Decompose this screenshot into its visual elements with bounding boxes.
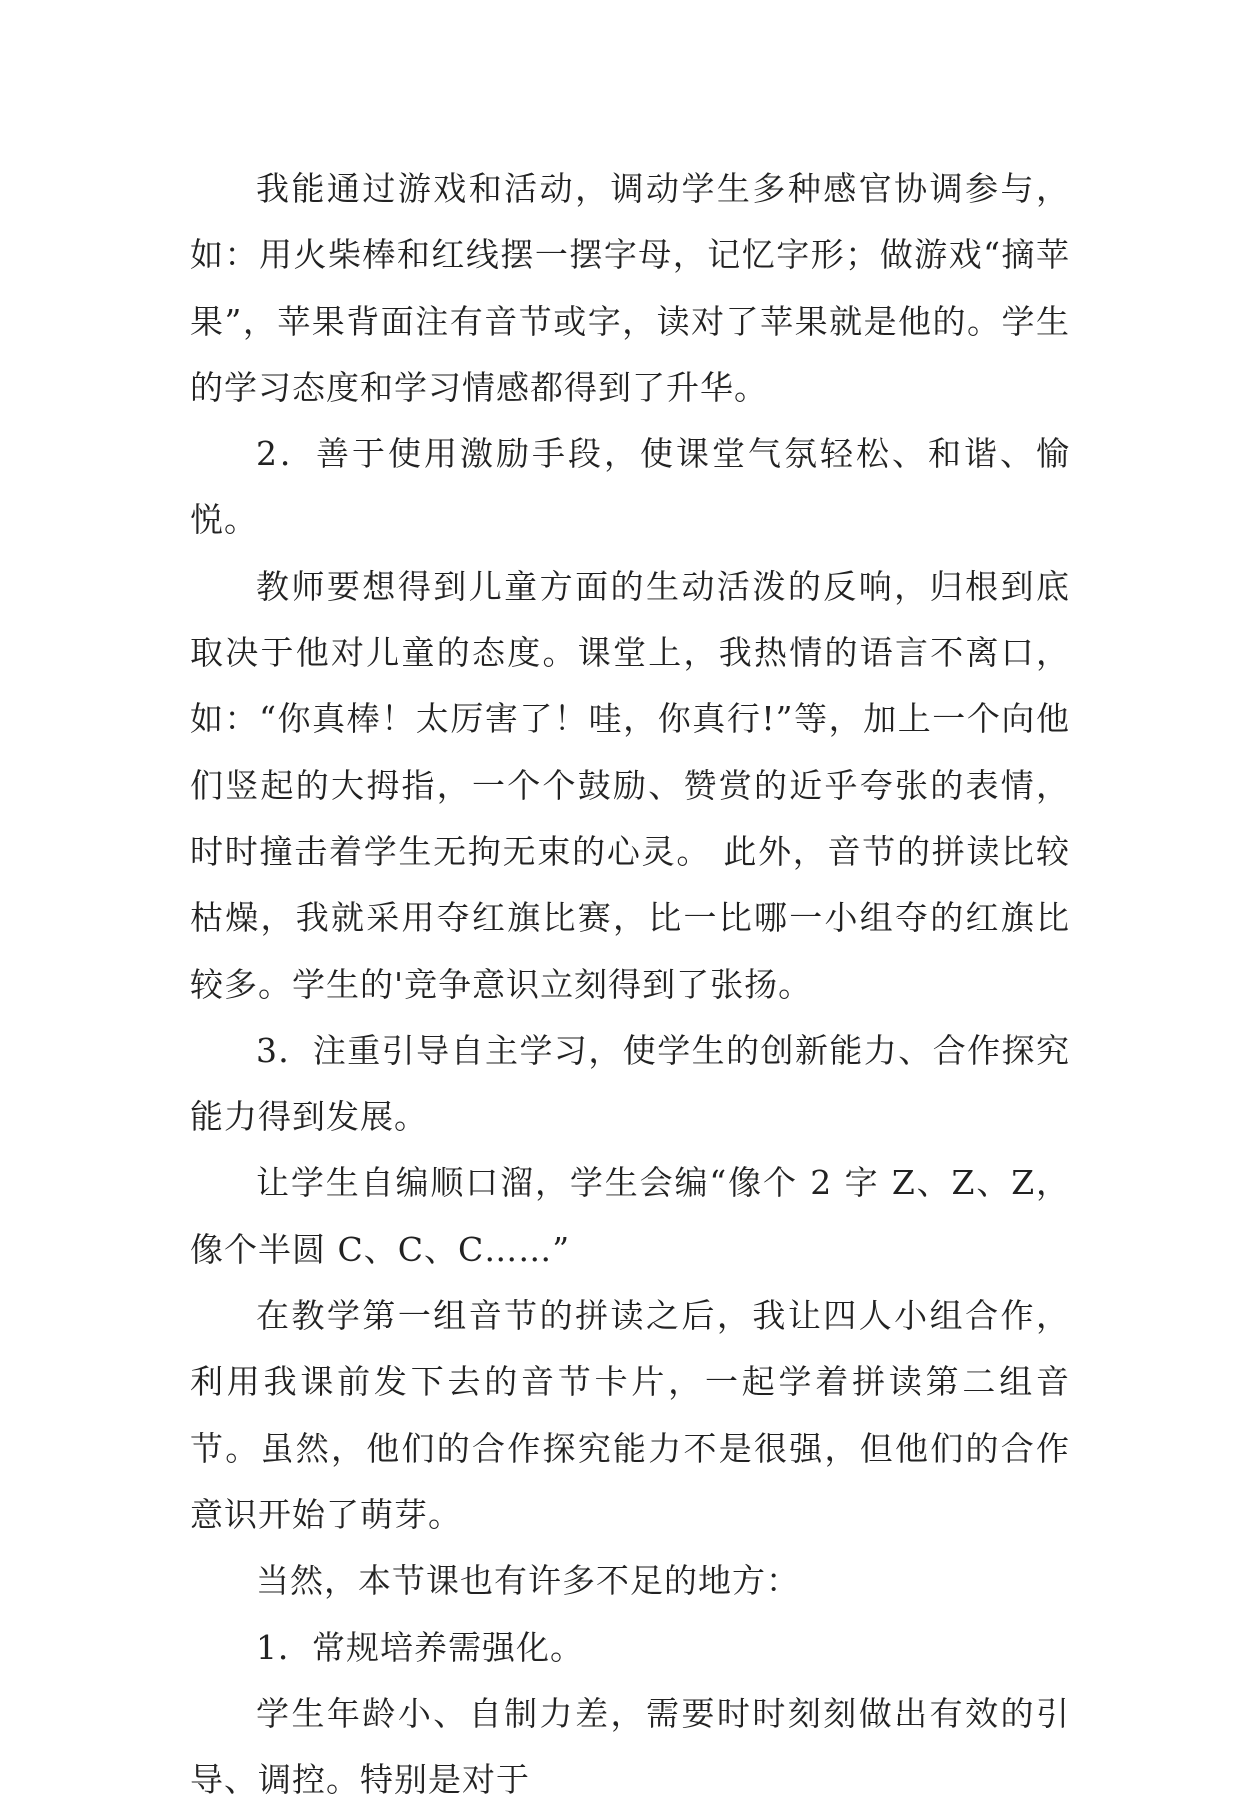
paragraph-rhymes: 让学生自编顺口溜，学生会编“像个 2 字 Z、Z、Z，像个半圆 C、C、C……” <box>190 1163 1070 1269</box>
paragraph-self-control: 学生年龄小、自制力差，需要时时刻刻做出有效的引导、调控。特别是对于 <box>190 1693 1070 1800</box>
paragraph-heading-routine: 1．常规培养需强化。 <box>256 1627 584 1667</box>
paragraph-games-activities: 我能通过游戏和活动，调动学生多种感官协调参与，如：用火柴棒和红线摆一摆字母，记忆字形；做游戏“摘苹果”，苹果背面注有音节或字，读对了苹果就是他的。学生的学习态度和学习情感都得到了升华。 <box>190 169 1070 407</box>
paragraph-shortcomings: 当然，本节课也有许多不足的地方： <box>256 1561 800 1601</box>
document-body <box>190 156 1070 1813</box>
paragraph-heading-self-learning: 3．注重引导自主学习，使学生的创新能力、合作探究能力得到发展。 <box>190 1030 1070 1137</box>
paragraph-heading-encouragement: 2．善于使用激励手段，使课堂气氛轻松、和谐、愉悦。 <box>190 434 1070 540</box>
paragraph-group-cooperation: 在教学第一组音节的拼读之后，我让四人小组合作，利用我课前发下去的音节卡片，一起学着拼读第二组音节。虽然，他们的合作探究能力不是很强，但他们的合作意识开始了萌芽。 <box>190 1296 1070 1534</box>
paragraph-teacher-attitude: 教师要想得到儿童方面的生动活泼的反响，归根到底取决于他对儿童的态度。课堂上，我热情的语言不离口，如：“你真棒！太厉害了！哇，你真行!”等，加上一个向他们竖起的大拇指，一个个鼓励、赞赏的近乎夸张的表情，时时撞击着学生无拘无束的心灵。 此外，音节的拼读比较枯燥，我就采用夺红旗比赛，比一比哪一小组夺的红旗比较多。学生的'竞争意识立刻得到了张扬。 <box>190 566 1070 1004</box>
